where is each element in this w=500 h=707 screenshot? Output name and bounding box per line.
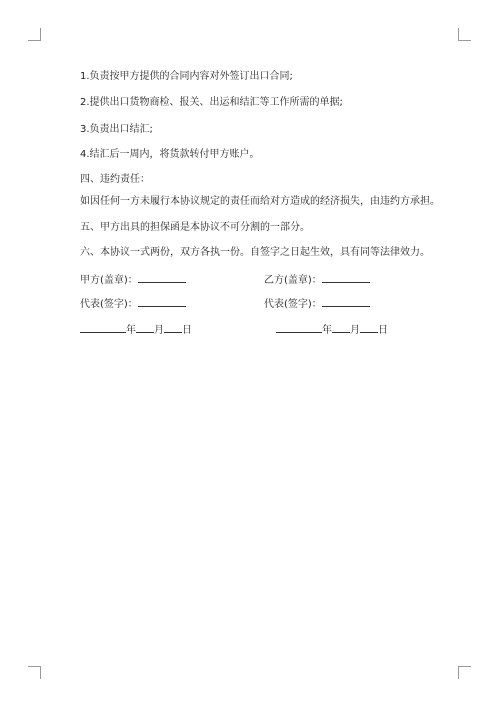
- crop-mark-top-right: [458, 28, 471, 41]
- party-b-seal-line: [264, 272, 370, 288]
- party-a-month-label: 月: [154, 325, 164, 336]
- party-a-seal-blank: [138, 272, 186, 283]
- clause-4: 4.结汇后一周内，将货款转付甲方账户。: [80, 149, 260, 160]
- party-b-seal-blank: [322, 272, 370, 283]
- party-b-month-blank: [332, 322, 350, 333]
- clause-guarantee: 五、甲方出具的担保函是本协议不可分割的一部分。: [80, 222, 310, 233]
- party-b-date-line: [276, 322, 388, 338]
- party-a-seal-label: 甲方(盖章)：: [80, 275, 138, 286]
- party-b-year-label: 年: [322, 325, 332, 336]
- party-a-day-blank: [164, 322, 182, 333]
- party-a-rep-blank: [138, 296, 186, 307]
- party-a-year-label: 年: [126, 325, 136, 336]
- party-b-day-label: 日: [378, 325, 388, 336]
- clause-3: 3.负责出口结汇;: [80, 124, 153, 135]
- clause-2: 2.提供出口货物商检、报关、出运和结汇等工作所需的单据;: [80, 97, 343, 108]
- party-b-month-label: 月: [350, 325, 360, 336]
- party-a-rep-line: [80, 296, 186, 312]
- party-a-month-blank: [136, 322, 154, 333]
- party-b-rep-label: 代表(签字)：: [264, 299, 322, 310]
- party-a-rep-label: 代表(签字)：: [80, 299, 138, 310]
- crop-mark-bottom-right: [458, 666, 471, 679]
- party-b-rep-blank: [322, 296, 370, 307]
- party-b-rep-line: [264, 296, 370, 312]
- crop-mark-top-left: [28, 28, 41, 41]
- section-heading-breach: 四、违约责任：: [80, 174, 150, 185]
- party-a-seal-line: [80, 272, 186, 288]
- clause-breach-liability: 如因任何一方未履行本协议规定的责任而给对方造成的经济损失，由违约方承担。: [80, 196, 440, 207]
- party-a-year-blank: [80, 322, 126, 333]
- party-b-seal-label: 乙方(盖章)：: [264, 275, 322, 286]
- clause-1: 1.负责按甲方提供的合同内容对外签订出口合同;: [80, 71, 293, 82]
- party-b-year-blank: [276, 322, 322, 333]
- crop-mark-bottom-left: [28, 666, 41, 679]
- party-a-date-line: [80, 322, 192, 338]
- party-b-day-blank: [360, 322, 378, 333]
- clause-effectiveness: 六、本协议一式两份，双方各执一份。自签字之日起生效，具有同等法律效力。: [80, 247, 430, 258]
- party-a-day-label: 日: [182, 325, 192, 336]
